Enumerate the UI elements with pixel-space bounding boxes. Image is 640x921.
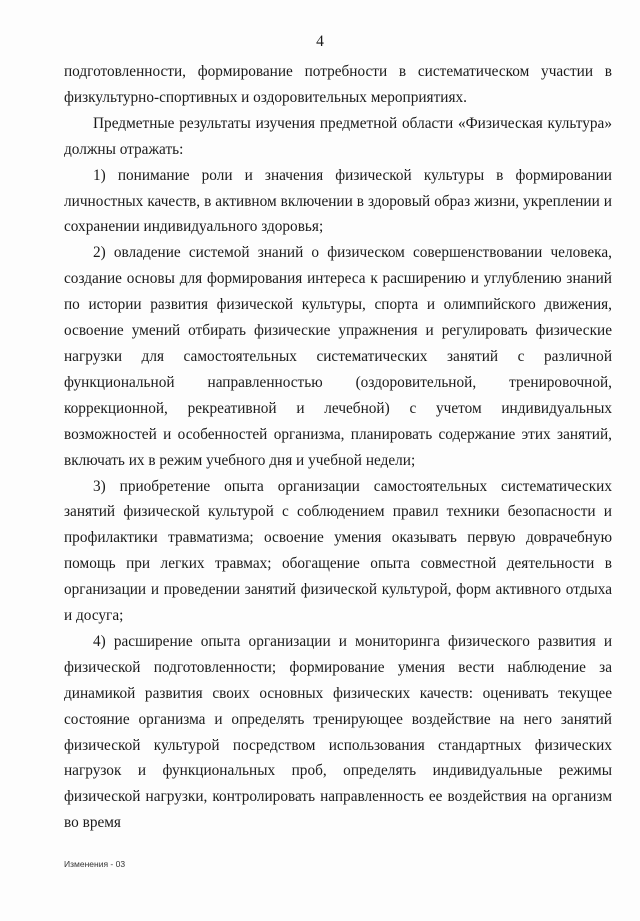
paragraph: 4) расширение опыта организации и мониторинга физического развития и физической подготовленности; формирование умения вести наблюдение за динамикой развития своих основных физических качеств: оценивать текущее состояние организма и определять тренирующее воздействие на него занятий физической культурой посредством использования стандартных физических нагрузок и функциональных проб, определять индивидуальные режимы физической нагрузки, контролировать направленность ее воздействия на организм во время [64,632,612,832]
paragraph: Предметные результаты изучения предметной области «Физическая культура» должны отражать: [64,114,612,158]
body-text [64,59,612,836]
paragraph: 1) понимание роли и значения физической культуры в формировании личностных качеств, в активном включении в здоровый образ жизни, укреплении и сохранении индивидуального здоровья; [64,166,612,236]
paragraph: 3) приобретение опыта организации самостоятельных систематических занятий физической культурой с соблюдением правил техники безопасности и профилактики травматизма; освоение умения оказывать первую доврачебную помощь при легких травмах; обогащение опыта совместной деятельности в организации и проведении занятий физической культурой, форм активного отдыха и досуга; [64,477,612,625]
page-number: 4 [316,33,324,50]
paragraph: 2) овладение системой знаний о физическом совершенствовании человека, создание основы для формирования интереса к расширению и углублению знаний по истории развития физической культуры, спорта и олимпийского движения, освоение умений отбирать физические упражнения и регулировать физические нагрузки для самостоятельных систематических занятий с различной функциональной направленностью (оздоровительной, тренировочной, коррекционной, рекреативной и лечебной) с учетом индивидуальных возможностей и особенностей организма, планировать содержание этих занятий, включать их в режим учебного дня и учебной недели; [64,244,612,469]
paragraph: подготовленности, формирование потребности в систематическом участии в физкультурно-спортивных и оздоровительных мероприятиях. [64,63,612,106]
footer-revision-note: Изменения - 03 [64,859,126,869]
